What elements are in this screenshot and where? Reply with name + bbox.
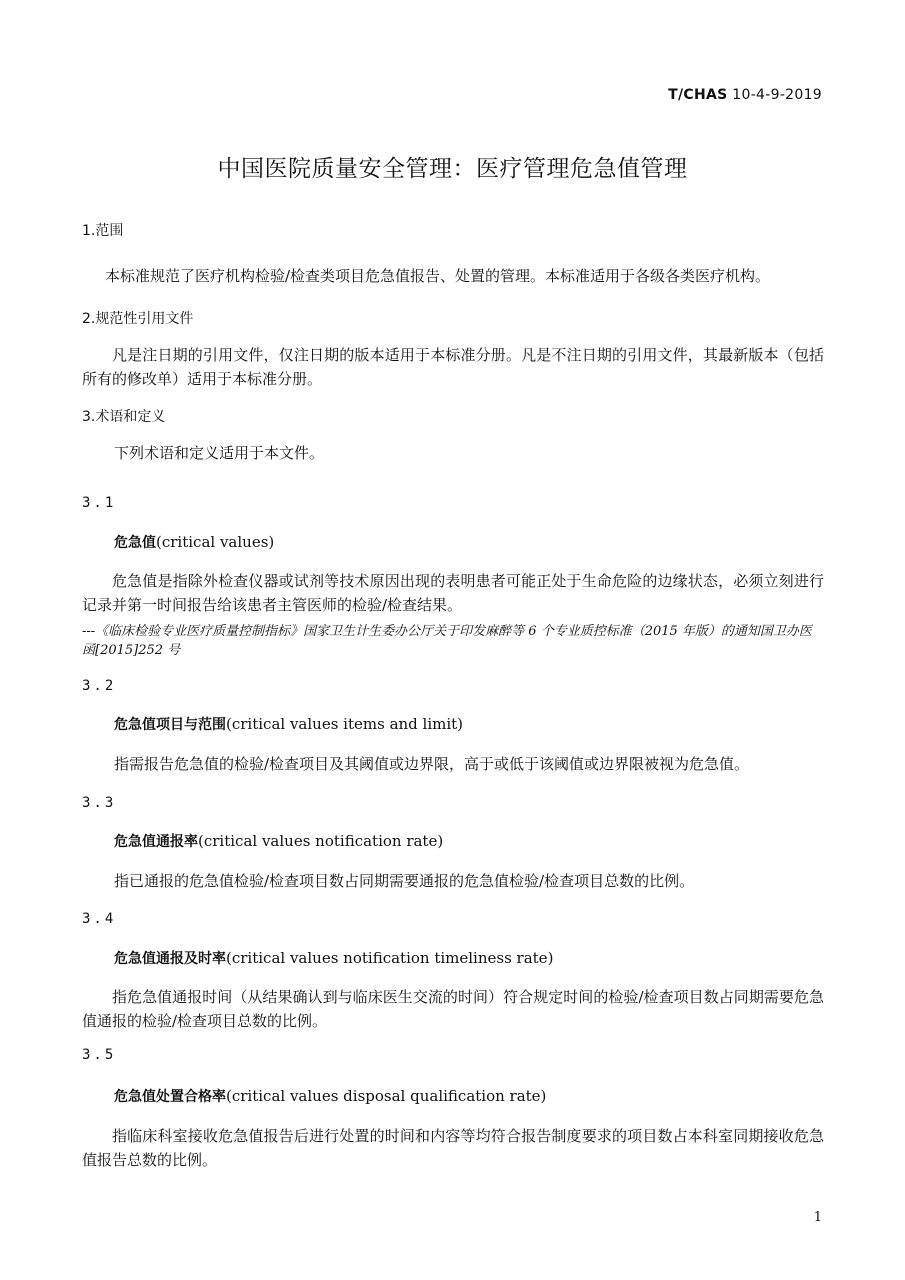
term-zh: 危急值通报率 — [114, 834, 198, 850]
standard-code — [668, 87, 822, 103]
standard-code-prefix: T/CHAS — [668, 87, 728, 103]
section-3-text: 下列术语和定义适用于本文件。 — [114, 444, 325, 462]
section-3-1-source-note: ---《临床检验专业医疗质量控制指标》国家卫生计生委办公厅关于印发麻醉等 6 个专业质控标准（2015 年版）的通知国卫办医函[2015]252 号 — [82, 624, 812, 658]
section-3-2-term — [114, 714, 463, 734]
term-zh: 危急值通报及时率 — [114, 951, 226, 967]
section-3-4-term — [114, 948, 553, 968]
section-3-5-number: 3.5 — [82, 1047, 117, 1063]
section-3-2-number: 3.2 — [82, 678, 117, 694]
section-3-4-number: 3.4 — [82, 911, 117, 927]
term-en: (critical values notification timeliness rate) — [226, 949, 554, 967]
section-3-1-number: 3.1 — [82, 495, 117, 511]
section-3-5-text: 指临床科室接收危急值报告后进行处置的时间和内容等均符合报告制度要求的项目数占本科室同期接收危急值报告总数的比例。 — [82, 1127, 824, 1169]
section-3-3-text: 指已通报的危急值检验/检查项目数占同期需要通报的危急值检验/检查项目总数的比例。 — [114, 872, 695, 890]
section-3-3-term — [114, 831, 443, 851]
term-zh: 危急值处置合格率 — [114, 1089, 226, 1105]
section-1-text: 本标准规范了医疗机构检验/检查类项目危急值报告、处置的管理。本标准适用于各级各类医疗机构。 — [105, 267, 771, 285]
section-3-4-text: 指危急值通报时间（从结果确认到与临床医生交流的时间）符合规定时间的检验/检查项目数占同期需要危急值通报的检验/检查项目总数的比例。 — [82, 988, 824, 1030]
section-1-heading: 1.范围 — [82, 223, 124, 239]
section-3-3-number: 3.3 — [82, 795, 117, 811]
document-title: 中国医院质量安全管理：医疗管理危急值管理 — [217, 156, 688, 182]
section-3-heading: 3.术语和定义 — [82, 409, 166, 425]
section-3-1-term — [114, 532, 274, 552]
page-number: 1 — [813, 1210, 822, 1225]
term-en: (critical values items and limit) — [226, 715, 464, 733]
term-zh: 危急值项目与范围 — [114, 717, 226, 733]
section-2-text: 凡是注日期的引用文件，仅注日期的版本适用于本标准分册。凡是不注日期的引用文件，其最新版本（包括所有的修改单）适用于本标准分册。 — [82, 346, 824, 388]
term-en: (critical values notification rate) — [198, 832, 444, 850]
section-3-1-text: 危急值是指除外检查仪器或试剂等技术原因出现的表明患者可能正处于生命危险的边缘状态，必须立刻进行记录并第一时间报告给该患者主管医师的检验/检查结果。 — [82, 572, 824, 614]
term-en: (critical values disposal qualification rate) — [226, 1087, 547, 1105]
section-2-heading: 2.规范性引用文件 — [82, 311, 194, 327]
section-3-2-text: 指需报告危急值的检验/检查项目及其阈值或边界限，高于或低于该阈值或边界限被视为危急值。 — [114, 755, 750, 773]
standard-code-number: 10-4-9-2019 — [732, 87, 822, 103]
section-3-5-term — [114, 1086, 546, 1106]
term-zh: 危急值 — [114, 535, 156, 551]
term-en: (critical values) — [156, 533, 275, 551]
